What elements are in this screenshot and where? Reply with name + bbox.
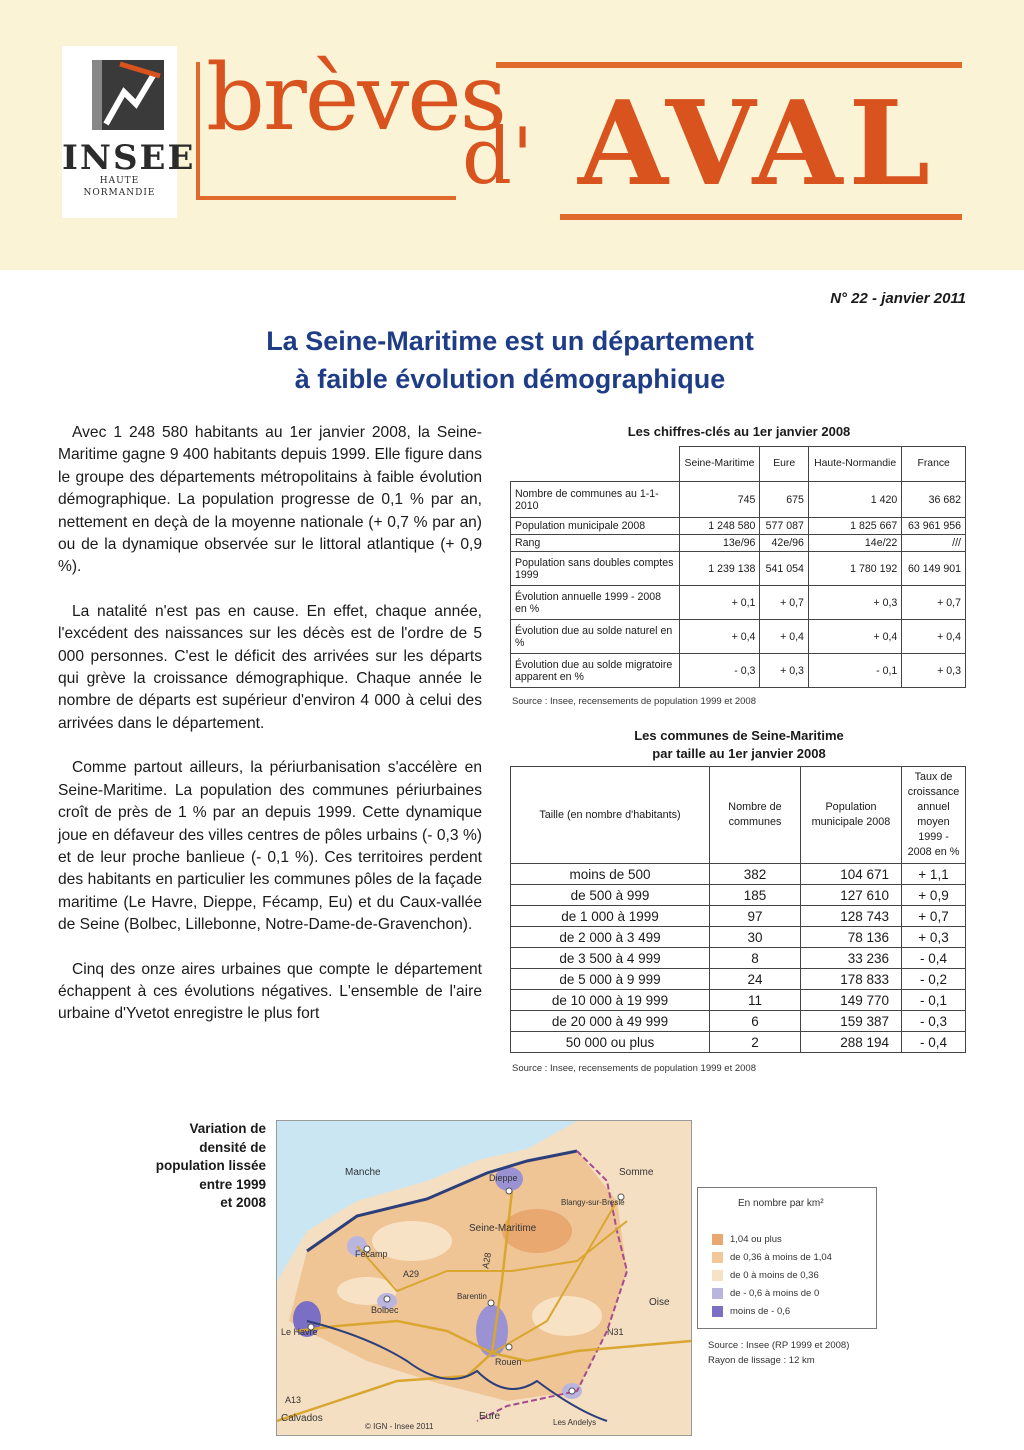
insee-logo-mark-icon	[62, 46, 177, 141]
communes-table-title-line1: Les communes de Seine-Maritime	[634, 728, 844, 743]
table-cell: 78 136	[801, 927, 902, 948]
table-cell: 50 000 ou plus	[511, 1032, 710, 1053]
map-label: Les Andelys	[553, 1418, 597, 1427]
table-row	[511, 927, 966, 948]
legend-item	[712, 1252, 832, 1263]
table-cell: - 0,3	[679, 654, 760, 688]
table-cell: - 0,1	[902, 990, 966, 1011]
table-cell: + 0,9	[902, 885, 966, 906]
legend-item	[712, 1306, 790, 1317]
communes-table-title	[510, 727, 968, 763]
table-cell: 36 682	[902, 482, 966, 518]
table-cell: + 1,1	[902, 864, 966, 885]
table-row	[511, 1032, 966, 1053]
table-cell: moins de 500	[511, 864, 710, 885]
map-copyright: © IGN - Insee 2011	[365, 1422, 434, 1431]
table-row	[511, 552, 966, 586]
map-city-marker	[384, 1296, 390, 1302]
table-cell: - 0,1	[808, 654, 901, 688]
table-cell: 128 743	[801, 906, 902, 927]
logo-wordmark: INSEE	[62, 138, 196, 178]
table-corner	[511, 447, 680, 482]
communes-table	[510, 766, 966, 1053]
table-cell: 288 194	[801, 1032, 902, 1053]
map-smoothing-radius: Rayon de lissage : 12 km	[708, 1355, 815, 1366]
table-cell: 1 780 192	[808, 552, 901, 586]
article-paragraph: Avec 1 248 580 habitants au 1er janvier 2008, la Seine-Maritime gagne 9 400 habitants depuis 1999. Elle figure dans le groupe des départements métropolitains à faible évolution démographique. La population progresse de 0,1 % par an, nettement en deçà de la moyenne nationale (+ 0,7 % par an) ou de la dynamique observée sur le littoral atlantique (+ 0,9 %).	[58, 424, 482, 576]
map-city-marker	[569, 1388, 575, 1394]
map-label: A13	[285, 1395, 302, 1405]
table-cell: 42e/96	[760, 535, 809, 552]
table-cell: + 0,4	[679, 620, 760, 654]
key-figures-source: Source : Insee, recensements de population 1999 et 2008	[512, 696, 757, 707]
legend-label: de 0,36 à moins de 1,04	[730, 1252, 832, 1264]
map-area	[532, 1296, 602, 1336]
legend-item	[712, 1234, 782, 1245]
table-row	[511, 654, 966, 688]
table-cell: + 0,3	[902, 654, 966, 688]
table-cell: 149 770	[801, 990, 902, 1011]
table-cell: + 0,7	[902, 586, 966, 620]
table-cell: 577 087	[760, 518, 809, 535]
table-row	[511, 518, 966, 535]
map-title-line: densité de	[199, 1139, 266, 1155]
masthead-rule-bottom	[196, 196, 456, 200]
communes-table-source: Source : Insee, recensements de population 1999 et 2008	[512, 1063, 757, 1074]
table-cell: + 0,7	[902, 906, 966, 927]
table-cell: de 20 000 à 49 999	[511, 1011, 710, 1032]
row-label: Évolution annuelle 1999 - 2008 en %	[511, 586, 680, 620]
map-label: Blangy-sur-Bresle	[561, 1198, 625, 1207]
table-row	[511, 990, 966, 1011]
table-cell: 1 239 138	[679, 552, 760, 586]
article-paragraph: La natalité n'est pas en cause. En effet, chaque année, l'excédent des naissances sur les décès est de l'ordre de 5 000 personnes. C'est le déficit des arrivées sur les départs qui grève la croissance démographique. Chaque année le nombre de départs est supérieur d'environ 4 000 à celui des arrivées dans le département.	[58, 602, 482, 732]
legend-swatch	[712, 1270, 723, 1281]
map-label: N31	[607, 1327, 624, 1337]
map-label: A29	[403, 1269, 420, 1279]
article-body	[58, 422, 482, 1048]
map-title-line: et 2008	[220, 1195, 266, 1210]
table-cell: + 0,4	[760, 620, 809, 654]
column-header: Taux de croissance annuel moyen 1999 - 2008 en %	[902, 767, 966, 864]
table-cell: 30	[710, 927, 801, 948]
page-title	[120, 322, 900, 398]
map-title-line: Variation de	[189, 1121, 266, 1136]
legend-swatch	[712, 1252, 723, 1263]
table-cell: 1 420	[808, 482, 901, 518]
table-row	[511, 620, 966, 654]
column-header: Nombre de communes	[710, 767, 801, 864]
map-label: Dieppe	[489, 1173, 518, 1183]
table-cell: 745	[679, 482, 760, 518]
legend-label: moins de - 0,6	[730, 1306, 791, 1318]
map-legend	[697, 1187, 877, 1329]
table-cell: de 500 à 999	[511, 885, 710, 906]
column-header: Haute-Normandie	[808, 447, 901, 482]
row-label: Rang	[511, 535, 680, 552]
table-cell: 24	[710, 969, 801, 990]
brand-title-aval: AVAL	[578, 76, 937, 212]
map-label: Rouen	[495, 1357, 522, 1367]
table-cell: + 0,7	[760, 586, 809, 620]
table-row	[511, 969, 966, 990]
legend-swatch	[712, 1306, 723, 1317]
table-row	[511, 586, 966, 620]
table-row	[511, 482, 966, 518]
table-cell: 675	[760, 482, 809, 518]
map-label: Eure	[479, 1411, 501, 1422]
map-label: Oise	[649, 1297, 670, 1308]
communes-table-title-line2: par taille au 1er janvier 2008	[652, 746, 826, 761]
column-header: Population municipale 2008	[801, 767, 902, 864]
legend-item	[712, 1288, 819, 1299]
table-cell: 178 833	[801, 969, 902, 990]
table-cell: 2	[710, 1032, 801, 1053]
table-cell: 382	[710, 864, 801, 885]
legend-label: de 0 à moins de 0,36	[730, 1270, 819, 1282]
column-header: Taille (en nombre d'habitants)	[511, 767, 710, 864]
table-cell: 541 054	[760, 552, 809, 586]
masthead-rule-left	[196, 62, 200, 198]
table-cell: - 0,3	[902, 1011, 966, 1032]
key-figures-title: Les chiffres-clés au 1er janvier 2008	[627, 424, 851, 439]
table-cell: 60 149 901	[902, 552, 966, 586]
table-cell: de 5 000 à 9 999	[511, 969, 710, 990]
table-cell: 63 961 956	[902, 518, 966, 535]
column-header: Seine-Maritime	[679, 447, 760, 482]
masthead	[0, 0, 1024, 270]
issue-number: N° 22 - janvier 2011	[830, 290, 966, 307]
table-cell: 33 236	[801, 948, 902, 969]
legend-swatch	[712, 1234, 723, 1245]
map-title	[120, 1120, 266, 1213]
table-cell: 97	[710, 906, 801, 927]
article-paragraph: Comme partout ailleurs, la périurbanisation s'accélère en Seine-Maritime. La population des communes périurbaines croît de près de 1 % par an depuis 1999. Cette dynamique joue en défaveur des villes centres de pôles urbains (- 0,3 %) et de leur proche banlieue (- 0,1 %). Ces territoires perdent des habitants en particulier les communes pôles de la façade maritime (Le Havre, Dieppe, Fécamp, Eu) et du Caux-vallée de Seine (Bolbec, Lillebonne, Notre-Dame-de-Gravenchon).	[58, 759, 482, 934]
table-cell: de 3 500 à 4 999	[511, 948, 710, 969]
map-title-line: entre 1999	[199, 1176, 266, 1192]
map-label: Manche	[345, 1167, 381, 1178]
map-source: Source : Insee (RP 1999 et 2008)	[708, 1340, 850, 1351]
density-map	[276, 1120, 692, 1436]
table-cell: + 0,3	[808, 586, 901, 620]
map-city-marker	[488, 1300, 494, 1306]
legend-swatch	[712, 1288, 723, 1299]
table-row	[511, 906, 966, 927]
table-cell: 127 610	[801, 885, 902, 906]
masthead-rule-lower	[560, 214, 962, 220]
table-cell: 14e/22	[808, 535, 901, 552]
map-label: Somme	[619, 1167, 654, 1178]
legend-label: 1,04 ou plus	[730, 1234, 782, 1246]
map-label: Calvados	[281, 1413, 323, 1424]
table-cell: 159 387	[801, 1011, 902, 1032]
map-city-marker	[506, 1344, 512, 1350]
table-cell: 1 248 580	[679, 518, 760, 535]
row-label: Évolution due au solde migratoire apparent en %	[511, 654, 680, 688]
table-cell: + 0,4	[808, 620, 901, 654]
legend-label: de - 0,6 à moins de 0	[730, 1288, 820, 1300]
table-row	[511, 1011, 966, 1032]
table-cell: 104 671	[801, 864, 902, 885]
table-cell: - 0,4	[902, 1032, 966, 1053]
map-city-marker	[506, 1188, 512, 1194]
map-label: Le Havre	[281, 1327, 318, 1337]
legend-title: En nombre par km²	[738, 1198, 824, 1209]
table-cell: - 0,2	[902, 969, 966, 990]
table-row	[511, 948, 966, 969]
masthead-rule-top	[496, 62, 962, 68]
row-label: Population sans doubles comptes 1999	[511, 552, 680, 586]
page-title-line2: à faible évolution démographique	[294, 364, 726, 394]
table-cell: 6	[710, 1011, 801, 1032]
table-cell: - 0,4	[902, 948, 966, 969]
table-cell: de 2 000 à 3 499	[511, 927, 710, 948]
table-cell: + 0,3	[760, 654, 809, 688]
logo-region-line2: NORMANDIE	[83, 188, 156, 198]
map-label: Seine-Maritime	[469, 1223, 537, 1234]
map-label: Barentin	[457, 1292, 487, 1301]
table-cell: 185	[710, 885, 801, 906]
map-label: Bolbec	[371, 1305, 399, 1315]
table-cell: de 10 000 à 19 999	[511, 990, 710, 1011]
row-label: Évolution due au solde naturel en %	[511, 620, 680, 654]
table-cell: de 1 000 à 1999	[511, 906, 710, 927]
table-cell: 13e/96	[679, 535, 760, 552]
article-paragraph: Cinq des onze aires urbaines que compte le département échappent à ces évolutions négatives. L'ensemble de l'aire urbaine d'Yvetot enregistre le plus fort	[58, 960, 482, 1023]
table-cell: + 0,3	[902, 927, 966, 948]
map-label: Fécamp	[355, 1249, 388, 1259]
table-cell: 1 825 667	[808, 518, 901, 535]
table-cell: + 0,4	[902, 620, 966, 654]
row-label: Population municipale 2008	[511, 518, 680, 535]
table-row	[511, 864, 966, 885]
brand-title-breves: brèves	[206, 44, 505, 151]
table-cell: 11	[710, 990, 801, 1011]
insee-logo	[62, 46, 196, 218]
map-title-line: population lissée	[155, 1158, 266, 1173]
column-header: France	[902, 447, 966, 482]
key-figures-table	[510, 446, 966, 688]
table-cell: + 0,1	[679, 586, 760, 620]
brand-title-d: d'	[462, 112, 534, 202]
page-title-line1: La Seine-Maritime est un département	[266, 326, 754, 356]
table-cell: 8	[710, 948, 801, 969]
table-row	[511, 535, 966, 552]
table-row	[511, 885, 966, 906]
legend-item	[712, 1270, 819, 1281]
column-header: Eure	[760, 447, 809, 482]
map-label: A28	[480, 1251, 494, 1270]
row-label: Nombre de communes au 1-1-2010	[511, 482, 680, 518]
logo-region-line1: HAUTE	[99, 176, 140, 186]
table-cell: ///	[902, 535, 966, 552]
